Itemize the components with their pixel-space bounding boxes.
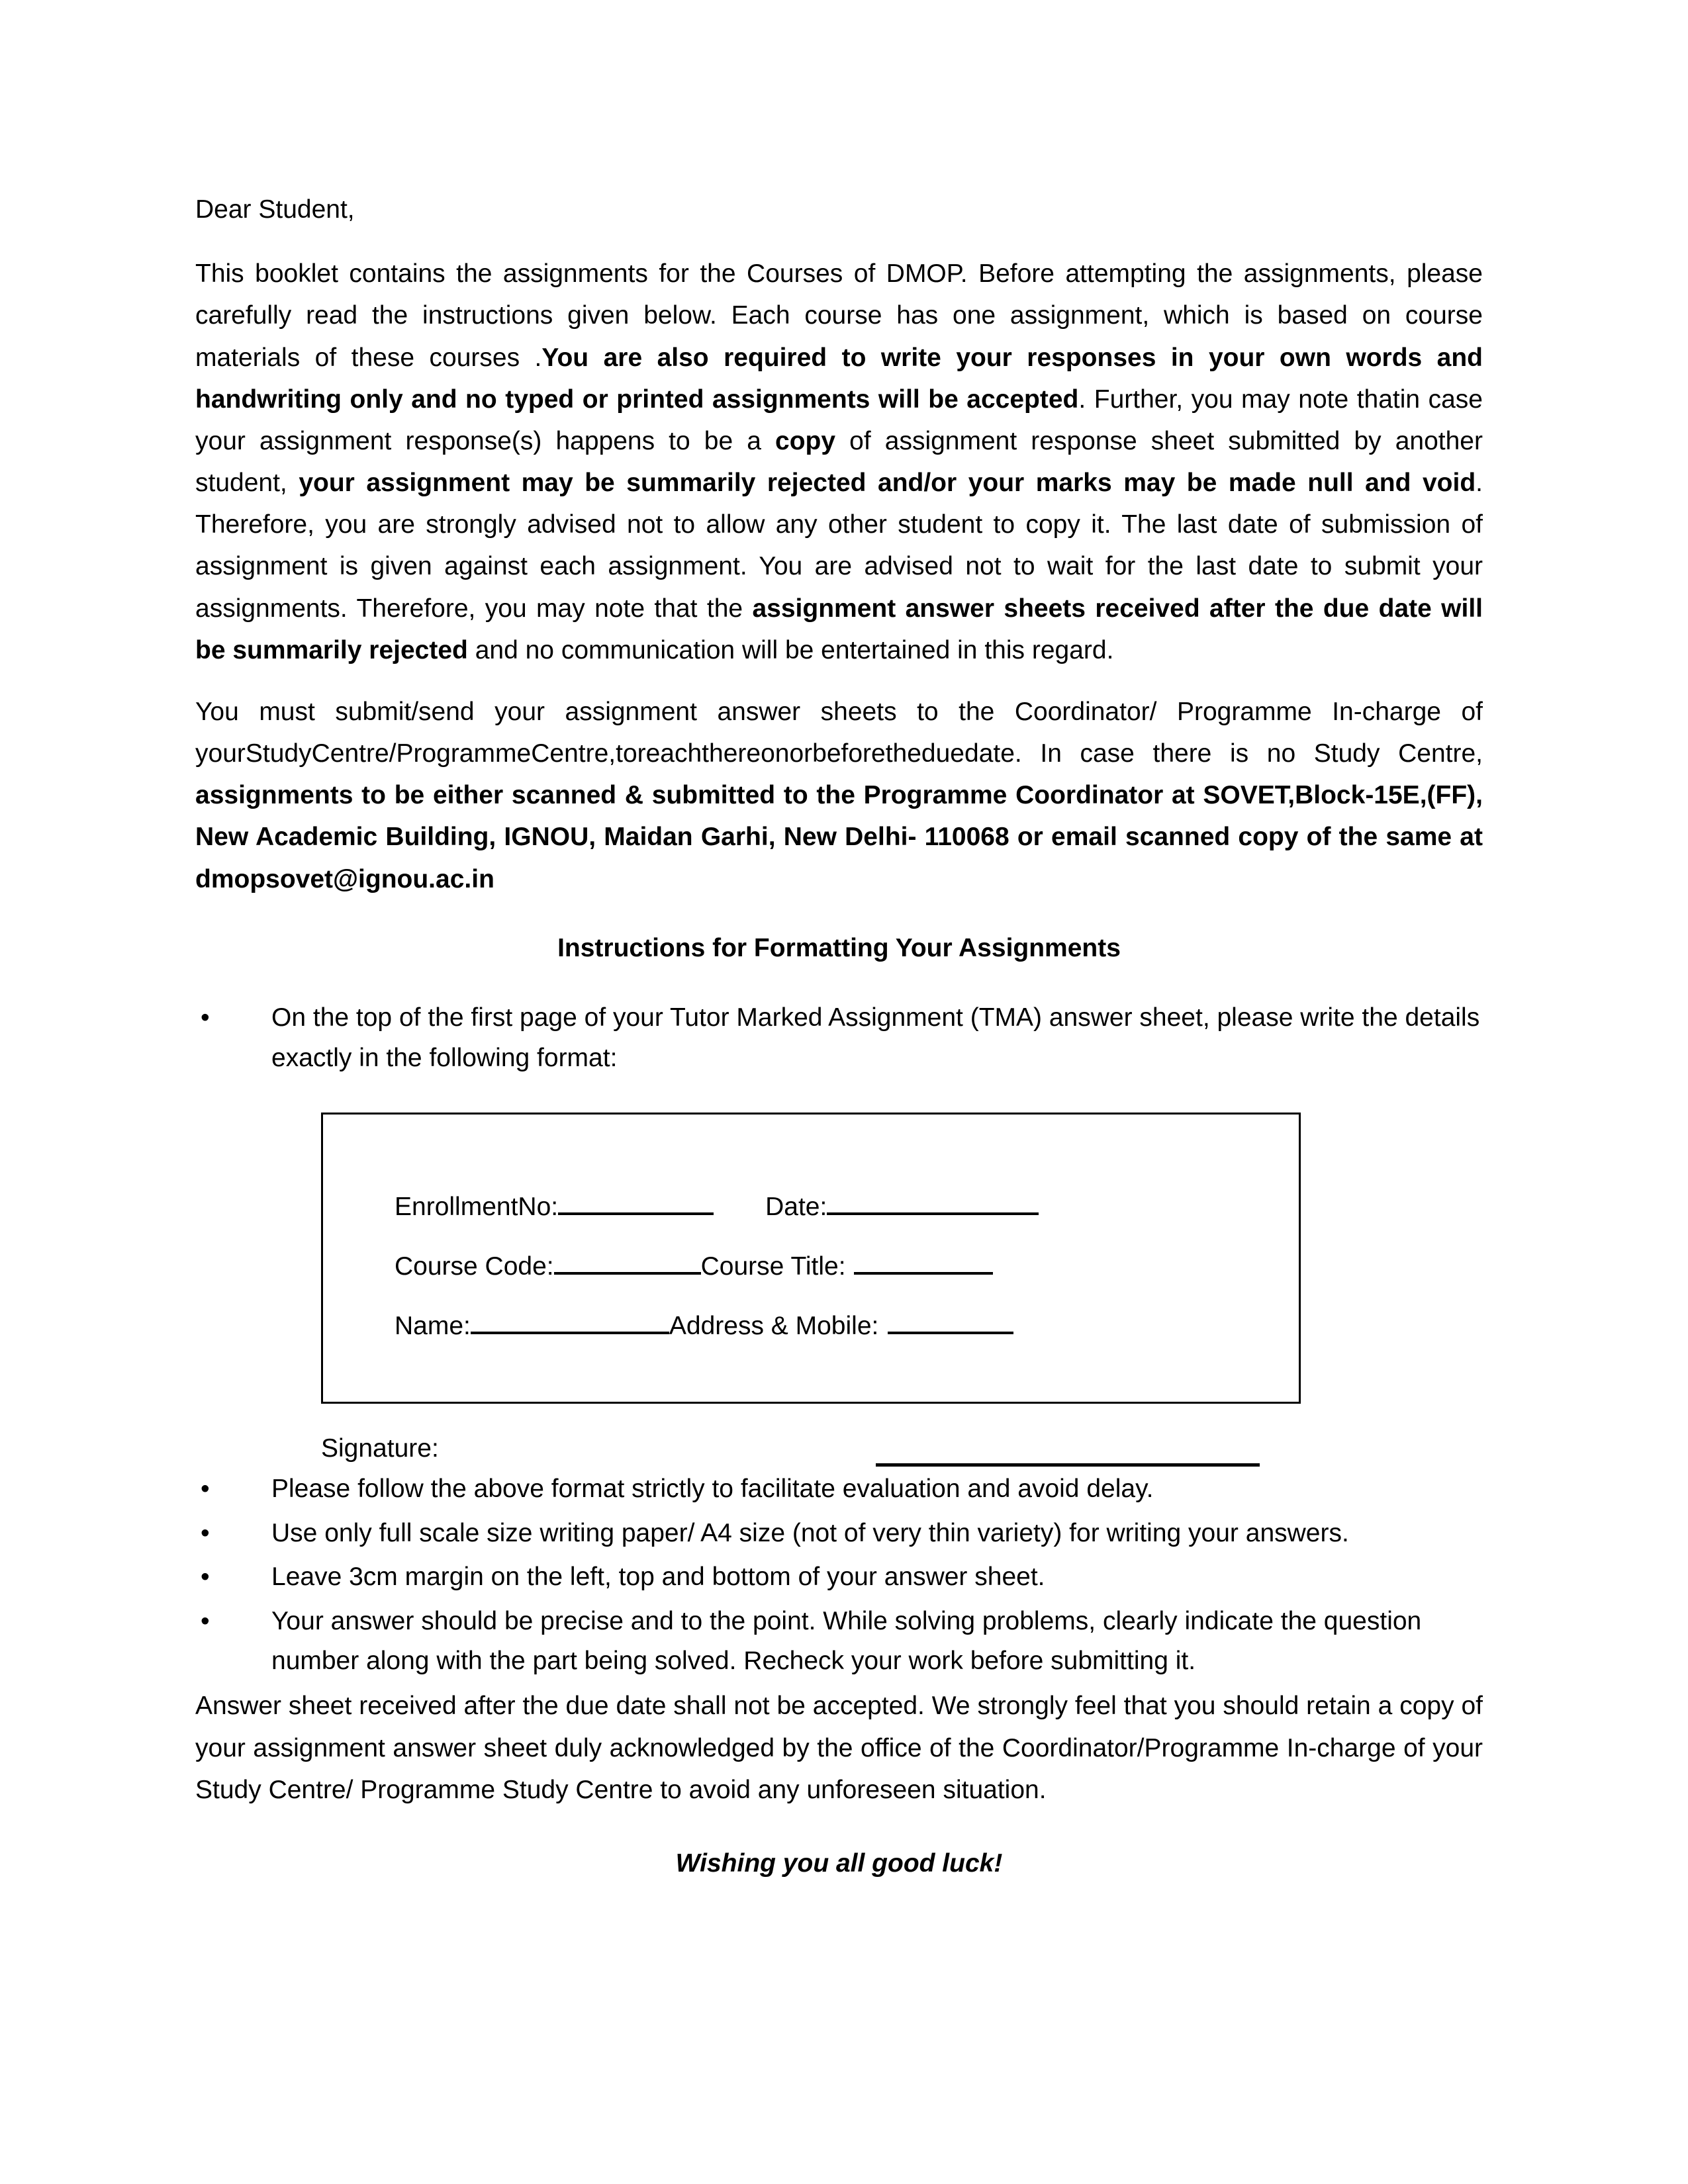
form-row-name-address bbox=[395, 1305, 1286, 1347]
course-code-label: Course Code: bbox=[395, 1252, 554, 1281]
address-mobile-label: Address & Mobile: bbox=[669, 1312, 879, 1341]
signature-row bbox=[321, 1428, 1301, 1469]
intro-seg-2-bold: You are also required to write your responses in your own words and handwriting only and no typed or printed assignments will be accepted bbox=[195, 343, 1483, 414]
section-heading: Instructions for Formatting Your Assignments bbox=[557, 933, 1121, 962]
closing-paragraph: Answer sheet received after the due date shall not be accepted. We strongly feel that you should retain a copy of your assignment answer sheet duly acknowledged by the office of the Coordinator/Programme In-charge of your Study Centre/ Programme Study Centre to avoid any unforeseen situation. bbox=[195, 1692, 1483, 1804]
course-title-label: Course Title: bbox=[700, 1252, 846, 1281]
course-code-fill-line[interactable] bbox=[554, 1250, 701, 1275]
submission-address-bold: assignments to be either scanned & submitted to the Programme Coordinator at SOVET,Block-15E,(FF), New Academic Building, IGNOU, Maidan Garhi, New Delhi- 110068 or email scanned copy of the same at dmopsovet@ignou.ac.in bbox=[195, 781, 1483, 893]
list-item bbox=[195, 1602, 1483, 1682]
salutation: Dear Student, bbox=[195, 195, 355, 224]
enrollment-no-label: EnrollmentNo: bbox=[395, 1193, 559, 1222]
date-label: Date: bbox=[765, 1193, 827, 1222]
bullet-icon: • bbox=[201, 1518, 210, 1547]
bullet-icon: • bbox=[201, 1606, 210, 1635]
list-item-text: Use only full scale size writing paper/ A4 size (not of very thin variety) for writing your answers. bbox=[271, 1518, 1349, 1547]
list-item bbox=[195, 1514, 1483, 1553]
formatting-instructions-list-bottom bbox=[195, 1469, 1483, 1681]
intro-seg-4-bold: copy bbox=[775, 426, 836, 455]
enrollment-no-fill-line[interactable] bbox=[558, 1190, 714, 1215]
list-item bbox=[195, 998, 1483, 1078]
bullet-icon: • bbox=[201, 1003, 210, 1032]
date-fill-line[interactable] bbox=[827, 1190, 1039, 1215]
name-label: Name: bbox=[395, 1312, 471, 1341]
wishing-line: Wishing you all good luck! bbox=[675, 1849, 1003, 1878]
submission-seg-1: You must submit/send your assignment answer sheets to the Coordinator/ Programme In-charge of yourStudyCentre/ProgrammeCentre,toreachthereonorbeforetheduedate. In case there is no Study Centre, bbox=[195, 697, 1483, 768]
bullet-icon: • bbox=[201, 1563, 210, 1592]
formatting-instructions-list-top bbox=[195, 998, 1483, 1078]
form-row-enrollment-date bbox=[395, 1186, 1286, 1228]
intro-seg-9: and no communication will be entertained in this regard. bbox=[467, 635, 1114, 664]
intro-paragraph bbox=[195, 253, 1483, 671]
document-body bbox=[195, 189, 1483, 1884]
list-item bbox=[195, 1557, 1483, 1597]
intro-seg-6-bold: your assignment may be summarily rejected and/or your marks may be made null and void bbox=[299, 469, 1476, 498]
intro-seg-1: This booklet contains the assignments for the Courses of DMOP. Before attempting the assignments, please carefully read the instructions given below. Each course has one assignment, which is based on course materials of these courses . bbox=[195, 259, 1483, 372]
signature-label: Signature: bbox=[321, 1434, 439, 1463]
submission-paragraph bbox=[195, 691, 1483, 900]
address-mobile-fill-line[interactable] bbox=[888, 1309, 1013, 1334]
list-item-text: On the top of the first page of your Tutor Marked Assignment (TMA) answer sheet, please write the details exactly in the following format: bbox=[271, 1003, 1480, 1072]
signature-fill-line[interactable] bbox=[876, 1457, 1260, 1467]
list-item bbox=[195, 1469, 1483, 1509]
intro-seg-3: . Further, you may note thatin case your assignment response(s) happens to be a bbox=[195, 385, 1483, 455]
form-row-course bbox=[395, 1246, 1286, 1287]
list-item-text: Leave 3cm margin on the left, top and bottom of your answer sheet. bbox=[271, 1563, 1045, 1592]
list-item-text: Your answer should be precise and to the point. While solving problems, clearly indicate the question number along with the part being solved. Recheck your work before submitting it. bbox=[271, 1606, 1422, 1676]
course-title-fill-line[interactable] bbox=[854, 1250, 993, 1275]
tma-header-format-box bbox=[321, 1113, 1301, 1404]
name-fill-line[interactable] bbox=[471, 1309, 669, 1334]
list-item-text: Please follow the above format strictly to facilitate evaluation and avoid delay. bbox=[271, 1475, 1154, 1504]
intro-seg-7: . Therefore, you are strongly advised not to allow any other student to copy it. The last date of submission of assignment is given against each assignment. You are advised not to wait for the last date to submit your assignments. Therefore, you may note that the bbox=[195, 469, 1483, 623]
intro-seg-8-bold: assignment answer sheets received after the due date will be summarily rejected bbox=[195, 594, 1483, 664]
intro-seg-5: of assignment response sheet submitted by another student, bbox=[195, 426, 1483, 498]
bullet-icon: • bbox=[201, 1475, 210, 1504]
